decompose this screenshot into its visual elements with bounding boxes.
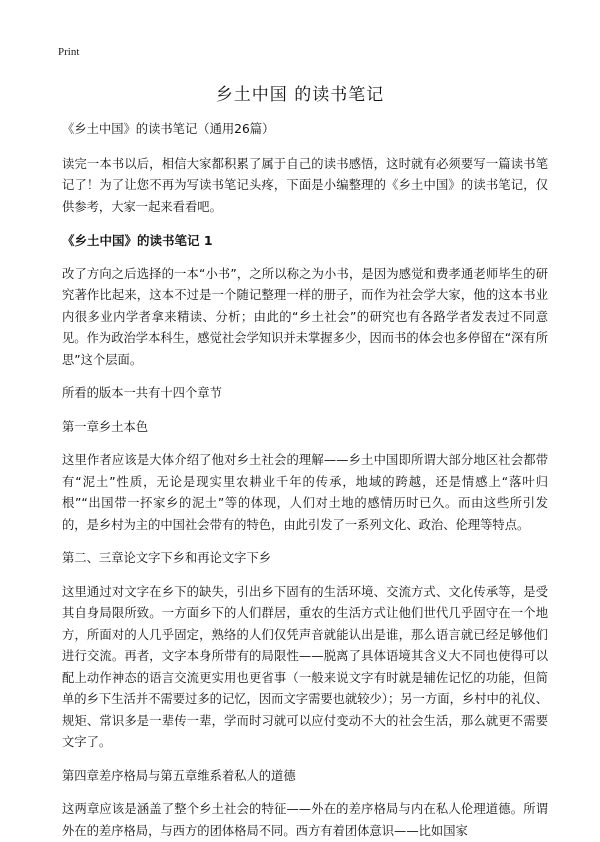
document-subtitle: 《乡土中国》的读书笔记（通用26篇） xyxy=(62,122,275,136)
paragraph-4: 这两章应该是涵盖了整个乡土社会的特征——外在的差序格局与内在私人伦理道德。所谓外在的差序格局，与西方的团体格局不同。西方有着团体意识——比如国家 xyxy=(62,802,548,838)
paragraph-3: 这里通过对文字在乡下的缺失，引出乡下固有的生活环境、交流方式、文化传承等，是受其自身局限所致。一方面乡下的人们群居，重农的生活方式让他们世代几乎固守在一个地方，所面对的人几乎固定，熟络的人们仅凭声音就能认出是谁，那么语言就已经足够他们进行交流。再者，文字本身所带有的局限性——脱离了具体语境其含义大不同也使得可以配上动作神态的语言交流更实用也更省事（一般来说文字有时就是辅佐记忆的功能，但简单的乡下生活并不需要过多的记忆，因而文字需要也就较少）；另一方面，乡村中的礼仪、规矩、常识多是一辈传一辈，学而时习就可以应付变动不大的社会生活，那么就更不需要文字了。 xyxy=(62,584,548,749)
intro-paragraph: 读完一本书以后，相信大家都积累了属于自己的读书感悟，这时就有必须要写一篇读书笔记了！为了让您不再为写读书笔记头疼，下面是小编整理的《乡土中国》的读书笔记，仅供参考，大家一起来看看吧。 xyxy=(62,156,548,214)
section-heading: 《乡土中国》的读书笔记 1 xyxy=(62,233,213,248)
chapter-2-3-heading: 第二、三章论文字下乡和再论文字下乡 xyxy=(62,551,272,565)
paragraph-2: 这里作者应该是大体介绍了他对乡土社会的理解——乡土中国即所谓大部分地区社会都带有“泥土”性质，无论是现实里农耕业千年的传承，地域的跨越，还是情感上“落叶归根”“出国带一抔家乡的泥土”等的体现，人们对土地的感情历时已久。而由这些所引发的，是乡村为主的中国社会带有的特色，由此引发了一系列文化、政治、伦理等特点。 xyxy=(62,453,548,532)
page-title: 乡土中国 的读书笔记 xyxy=(215,85,385,105)
document-body xyxy=(62,119,548,842)
chapter-4-5-heading: 第四章差序格局与第五章维系着私人的道德 xyxy=(62,768,296,783)
paragraph-1: 改了方向之后选择的一本“小书”，之所以称之为小书，是因为感觉和费孝通老师毕生的研究著作比起来，这本不过是一个随记整理一样的册子，而作为社会学大家，他的这本书业内很多业内学者拿来精读、分析；由此的“乡土社会”的研究也有各路学者发表过不同意见。作为政治学本科生，感觉社会学知识并未掌握多少，因而书的体会也多停留在“深有所思”这个层面。 xyxy=(62,266,548,367)
chapters-note: 所看的版本一共有十四个章节 xyxy=(62,386,222,400)
chapter-1-heading: 第一章乡土本色 xyxy=(62,419,149,434)
print-label[interactable]: Print xyxy=(58,46,80,58)
